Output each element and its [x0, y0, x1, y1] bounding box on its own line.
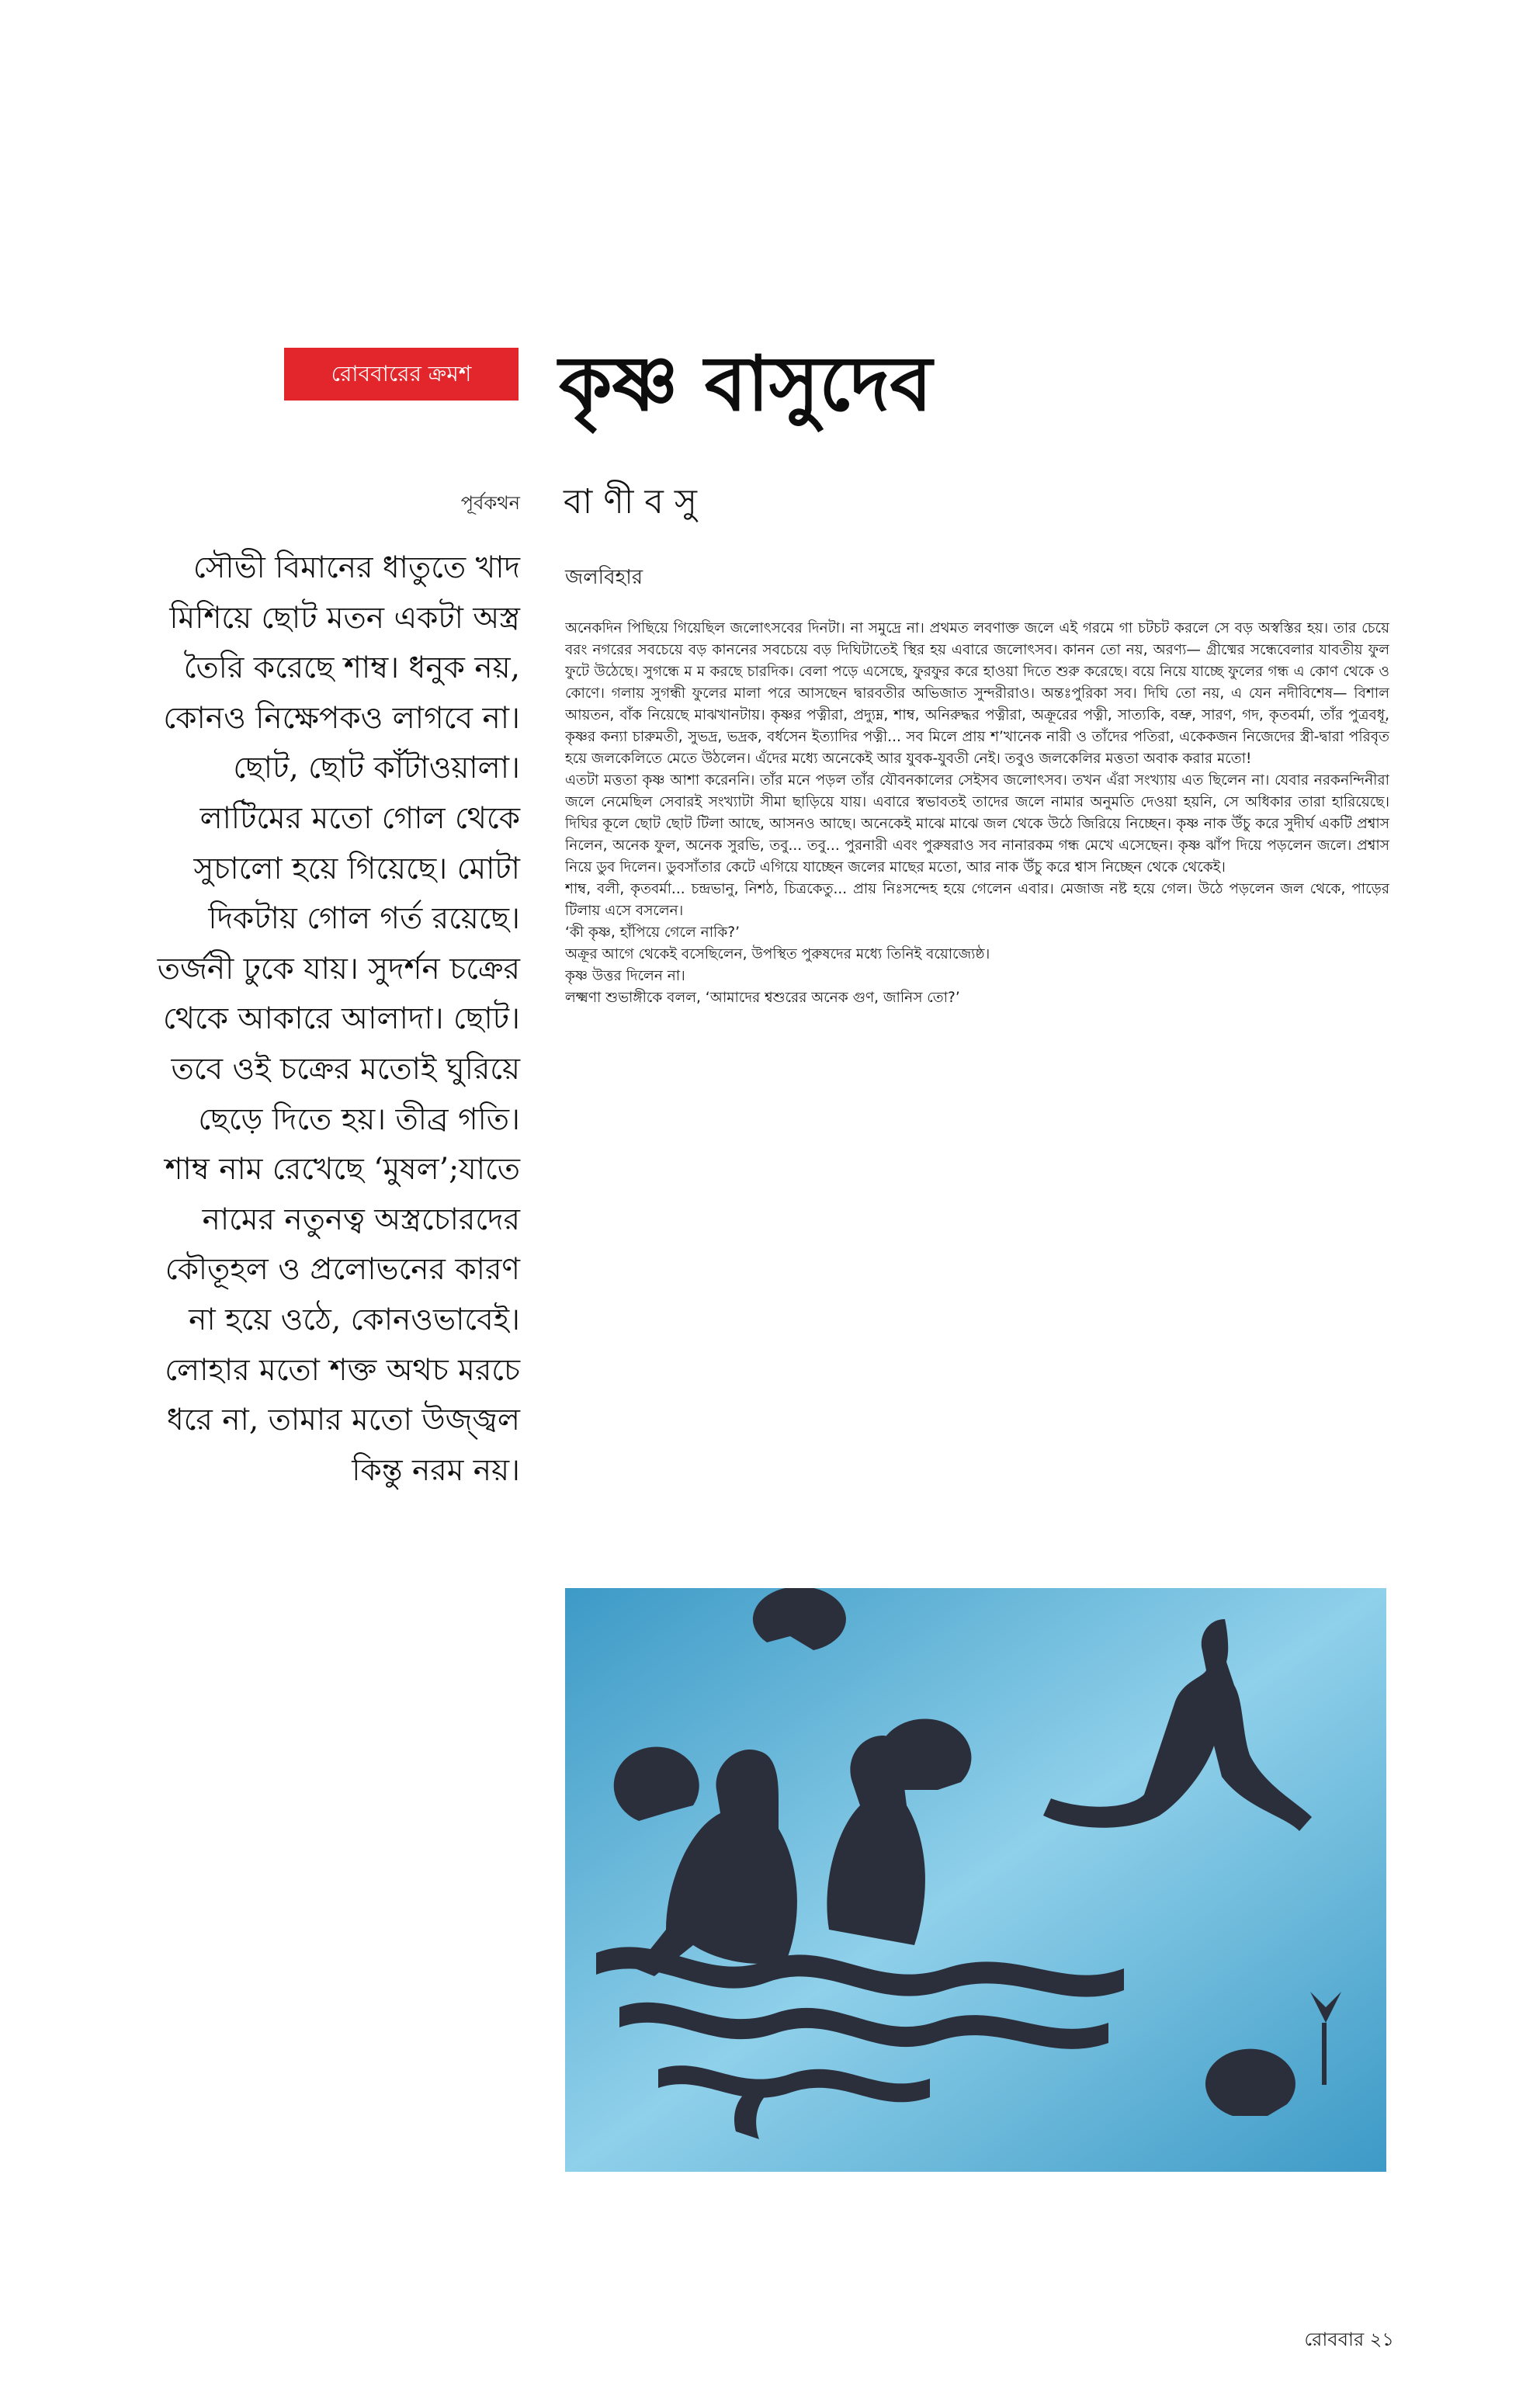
page-folio: রোববার ২১: [1304, 2329, 1394, 2350]
recap-label: পূর্বকথন: [460, 492, 520, 514]
story-paragraph: ‘কী কৃষ্ণ, হাঁপিয়ে গেলে নাকি?’: [565, 924, 740, 941]
story-paragraph: এতটা মত্ততা কৃষ্ণ আশা করেননি। তাঁর মনে পড়ল তাঁর যৌবনকালের সেইসব জলোৎসব। তখন এঁরা সংখ্যায় এত ছিলেন না। যেবার নরকনন্দিনীরা জলে নেমেছিল সেবারই সংখ্যাটা সীমা ছাড়িয়ে যায়। এবারে স্বভাবতই তাদের জলে নামার অনুমতি দেওয়া হয়নি, সে অধিকার তারা হারিয়েছে। দিঘির কূলে ছোট ছোট টিলা আছে, আসনও আছে। অনেকেই মাঝে মাঝে জল থেকে উঠে জিরিয়ে নিচ্ছেন। কৃষ্ণ নাক উঁচু করে সুদীর্ঘ একটি প্রশ্বাস নিলেন, অনেক ফুল, অনেক সুরভি, তবু... তবু... পুরনারী এবং পুরুষরাও সব নানারকম গন্ধ মেখে এসেছেন। কৃষ্ণ ঝাঁপ দিয়ে পড়লেন জলে। প্রশ্বাস নিয়ে ডুব দিলেন। ডুবসাঁতার কেটে এগিয়ে যাচ্ছেন জলের মাছের মতো, আর নাক উঁচু করে শ্বাস নিচ্ছেন থেকে থেকেই।: [565, 772, 1389, 876]
story-paragraph: লক্ষ্মণা শুভাঙ্গীকে বলল, ‘আমাদের শ্বশুরের অনেক গুণ, জানিস তো?’: [565, 990, 960, 1006]
story-paragraph: অক্রূর আগে থেকেই বসেছিলেন, উপস্থিত পুরুষদের মধ্যে তিনিই বয়োজ্যেষ্ঠ।: [565, 946, 990, 962]
lily-pad-shape: [753, 1588, 846, 1650]
story-body: [565, 618, 1389, 1545]
author-byline: বা ণী ব সু: [564, 482, 697, 522]
series-label: রোববারের ক্রমশ: [284, 348, 519, 401]
story-paragraph: শাম্ব, বলী, কৃতবর্মা... চন্দ্রভানু, নিশঠ, চিত্রকেতু... প্রায় নিঃসন্দেহ হয়ে গেলেন এবার। মেজাজ নষ্ট হয়ে গেল। উঠে পড়লেন জল থেকে, পাড়ের টিলায় এসে বসলেন।: [565, 881, 1389, 919]
bathing-scene-illustration: [565, 1588, 1386, 2172]
story-paragraph: অনেকদিন পিছিয়ে গিয়েছিল জলোৎসবের দিনটা। না সমুদ্রে না। প্রথমত লবণাক্ত জলে এই গরমে গা চটচট করলে সে বড় অস্বস্তির হয়। তার চেয়ে বরং নগরের সবচেয়ে বড় কাননের সবচেয়ে বড় দিঘিটাতেই স্থির হয় এবারে জলোৎসব। কানন তো নয়, অরণ্য— গ্রীষ্মের সন্ধেবেলার যাবতীয় ফুল ফুটে উঠেছে। সুগন্ধে ম ম করছে চারদিক। বেলা পড়ে এসেছে, ফুরফুর করে হাওয়া দিতে শুরু করেছে। বয়ে নিয়ে যাচ্ছে ফুলের গন্ধ এ কোণ থেকে ও কোণে। গলায় সুগন্ধী ফুলের মালা পরে আসছেন দ্বারবতীর অভিজাত সুন্দরীরাও। অন্তঃপুরিকা সব। দিঘি তো নয়, এ যেন নদীবিশেষ— বিশাল আয়তন, বাঁক নিয়েছে মাঝখানটায়। কৃষ্ণর পত্নীরা, প্রদ্যুম্ন, শাম্ব, অনিরুদ্ধর পত্নীরা, অক্রূরের পত্নী, সাত্যকি, বভ্রু, সারণ, গদ, কৃতবর্মা, তাঁর পুত্রবধূ, কৃষ্ণর কন্যা চারুমতী, সুভদ্র, ভদ্রক, বর্ধসেন ইত্যাদির পত্নী... সব মিলে প্রায় শ’খানেক নারী ও তাঁদের পতিরা, একেকজন নিজেদের স্ত্রী-দ্বারা পরিবৃত হয়ে জলকেলিতে মেতে উঠলেন। এঁদের মধ্যে অনেকেই আর যুবক-যুবতী নেই। তবুও জলকেলির মত্ততা অবাক করার মতো!: [565, 620, 1389, 767]
lily-pad-shape: [1205, 2049, 1295, 2116]
section-heading: জলবিহার: [565, 566, 643, 589]
story-paragraph: কৃষ্ণ উত্তর দিলেন না।: [565, 968, 685, 984]
recap-text: সৌভী বিমানের ধাতুতে খাদ মিশিয়ে ছোট মতন একটা অস্ত্র তৈরি করেছে শাম্ব। ধনুক নয়, কোনও নিক্ষেপকও লাগবে না। ছোট, ছোট কাঁটাওয়ালা। লাটিমের মতো গোল থেকে সুচালো হয়ে গিয়েছে। মোটা দিকটায় গোল গর্ত রয়েছে। তর্জনী ঢুকে যায়। সুদর্শন চক্রের থেকে আকারে আলাদা। ছোট। তবে ওই চক্রের মতোই ঘুরিয়ে ছেড়ে দিতে হয়। তীব্র গতি। শাম্ব নাম রেখেছে ‘মুষল’;যাতে নামের নতুনত্ব অস্ত্রচোরদের কৌতূহল ও প্রলোভনের কারণ না হয়ে ওঠে, কোনওভাবেই। লোহার মতো শক্ত অথচ মরচে ধরে না, তামার মতো উজ্জ্বল কিন্তু নরম নয়।: [157, 550, 520, 1488]
page-title: কৃষ্ণ বাসুদেব: [559, 340, 932, 428]
